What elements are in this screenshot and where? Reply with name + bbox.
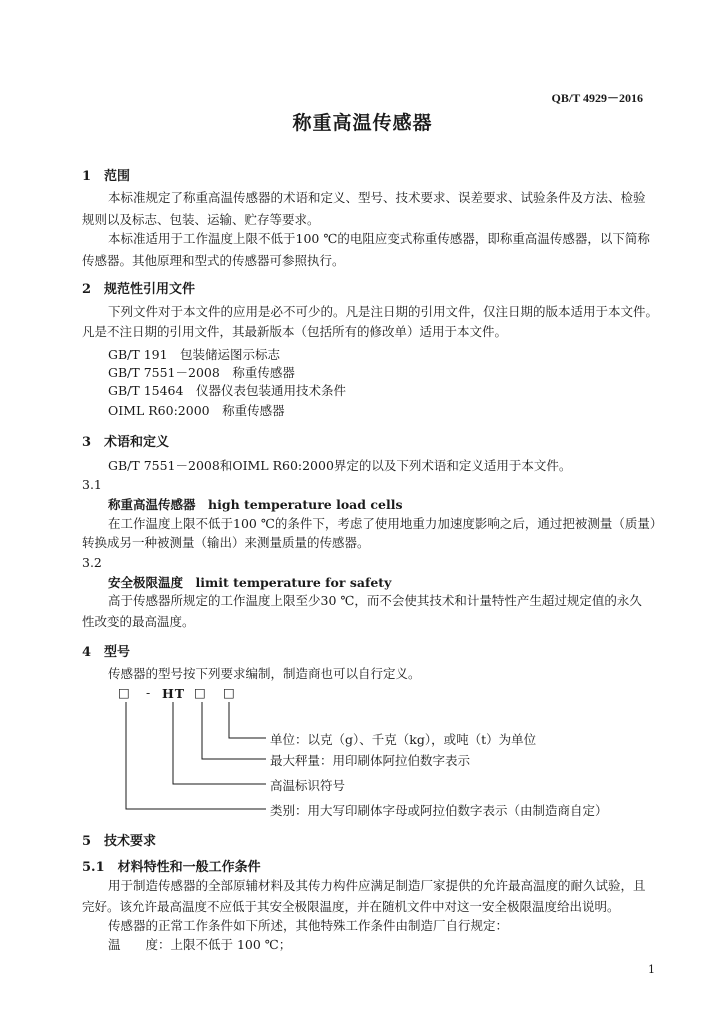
standard-number: QB/T 4929－2016 xyxy=(551,91,643,105)
term-3-1-def-line2: 转换成另一种被测量（输出）来测量质量的传感器。 xyxy=(82,535,370,550)
code-box-unit: □ xyxy=(223,685,236,700)
section-1-p2-line2: 传感器。其他原理和型式的传感器可参照执行。 xyxy=(82,253,345,268)
page-number: 1 xyxy=(648,963,655,976)
leader-line-category xyxy=(126,702,266,809)
section-4-heading: 4 型号 xyxy=(82,645,131,660)
code-box-capacity: □ xyxy=(194,685,207,700)
section-2-p1-line1: 下列文件对于本文件的应用是必不可少的。凡是注日期的引用文件，仅注日期的版本适用于本文件。 xyxy=(108,304,659,319)
term-3-2-def-line2: 性改变的最高温度。 xyxy=(82,614,195,629)
section-2-p1-line2: 凡是不注日期的引用文件，其最新版本（包括所有的修改单）适用于本文件。 xyxy=(82,324,508,339)
document-title: 称重高温传感器 xyxy=(292,112,433,134)
section-1-p1-line1: 本标准规定了称重高温传感器的术语和定义、型号、技术要求、误差要求、试验条件及方法、检验 xyxy=(108,190,646,205)
leader-line-capacity xyxy=(202,702,266,759)
leader-line-unit xyxy=(229,702,266,738)
label-category: 类别：用大写印刷体字母或阿拉伯数字表示（由制造商自定） xyxy=(270,803,608,818)
reference-item: OIML R60:2000 称重传感器 xyxy=(108,403,285,418)
term-3-2-def-line1: 高于传感器所规定的工作温度上限至少30 ℃，而不会使其技术和计量特性产生超过规定值的永久 xyxy=(108,593,642,608)
section-2-heading: 2 规范性引用文件 xyxy=(82,282,196,297)
section-1-p1-line2: 规则以及标志、包装、运输、贮存等要求。 xyxy=(82,212,320,227)
section-5-1-heading: 5.1 材料特性和一般工作条件 xyxy=(82,860,261,875)
leader-line-hightemp xyxy=(173,702,266,784)
term-3-1: 称重高温传感器 high temperature load cells xyxy=(108,497,403,512)
reference-item: GB/T 191 包装储运图示标志 xyxy=(108,347,281,362)
section-3-heading: 3 术语和定义 xyxy=(82,435,170,450)
section-3-intro: GB/T 7551－2008和OIML R60:2000界定的以及下列术语和定义适用于本文件。 xyxy=(108,458,572,473)
label-unit: 单位：以克（g）、千克（kg），或吨（t）为单位 xyxy=(270,732,537,747)
section-5-1-line1: 用于制造传感器的全部原辅材料及其传力构件应满足制造厂家提供的允许最高温度的耐久试验，且 xyxy=(108,878,646,893)
term-3-1-def-line1: 在工作温度上限不低于100 ℃的条件下，考虑了使用地重力加速度影响之后，通过把被测量（质量） xyxy=(108,516,663,531)
term-3-2-number: 3.2 xyxy=(82,555,102,570)
term-3-1-number: 3.1 xyxy=(82,477,102,492)
label-capacity: 最大秤量：用印刷体阿拉伯数字表示 xyxy=(270,753,471,768)
term-3-2: 安全极限温度 limit temperature for safety xyxy=(108,575,392,590)
code-ht: HT xyxy=(162,686,186,701)
reference-item: GB/T 7551－2008 称重传感器 xyxy=(108,365,295,380)
section-4-intro: 传感器的型号按下列要求编制，制造商也可以自行定义。 xyxy=(108,666,421,681)
reference-item: GB/T 15464 仪器仪表包装通用技术条件 xyxy=(108,383,346,398)
code-dash: - xyxy=(146,685,152,700)
label-hightemp: 高温标识符号 xyxy=(270,778,346,793)
section-1-p2-line1: 本标准适用于工作温度上限不低于100 ℃的电阻应变式称重传感器，即称重高温传感器，以下简称 xyxy=(108,231,650,246)
section-5-1-line4: 温 度：上限不低于 100 ℃； xyxy=(108,937,292,952)
code-box-category: □ xyxy=(118,685,131,700)
section-5-1-line3: 传感器的正常工作条件如下所述，其他特殊工作条件由制造厂自行规定： xyxy=(108,918,509,933)
section-5-1-line2: 完好。该允许最高温度不应低于其安全极限温度，并在随机文件中对这一安全极限温度给出说明。 xyxy=(82,899,620,914)
section-5-heading: 5 技术要求 xyxy=(82,834,157,849)
section-1-heading: 1 范围 xyxy=(82,169,131,184)
